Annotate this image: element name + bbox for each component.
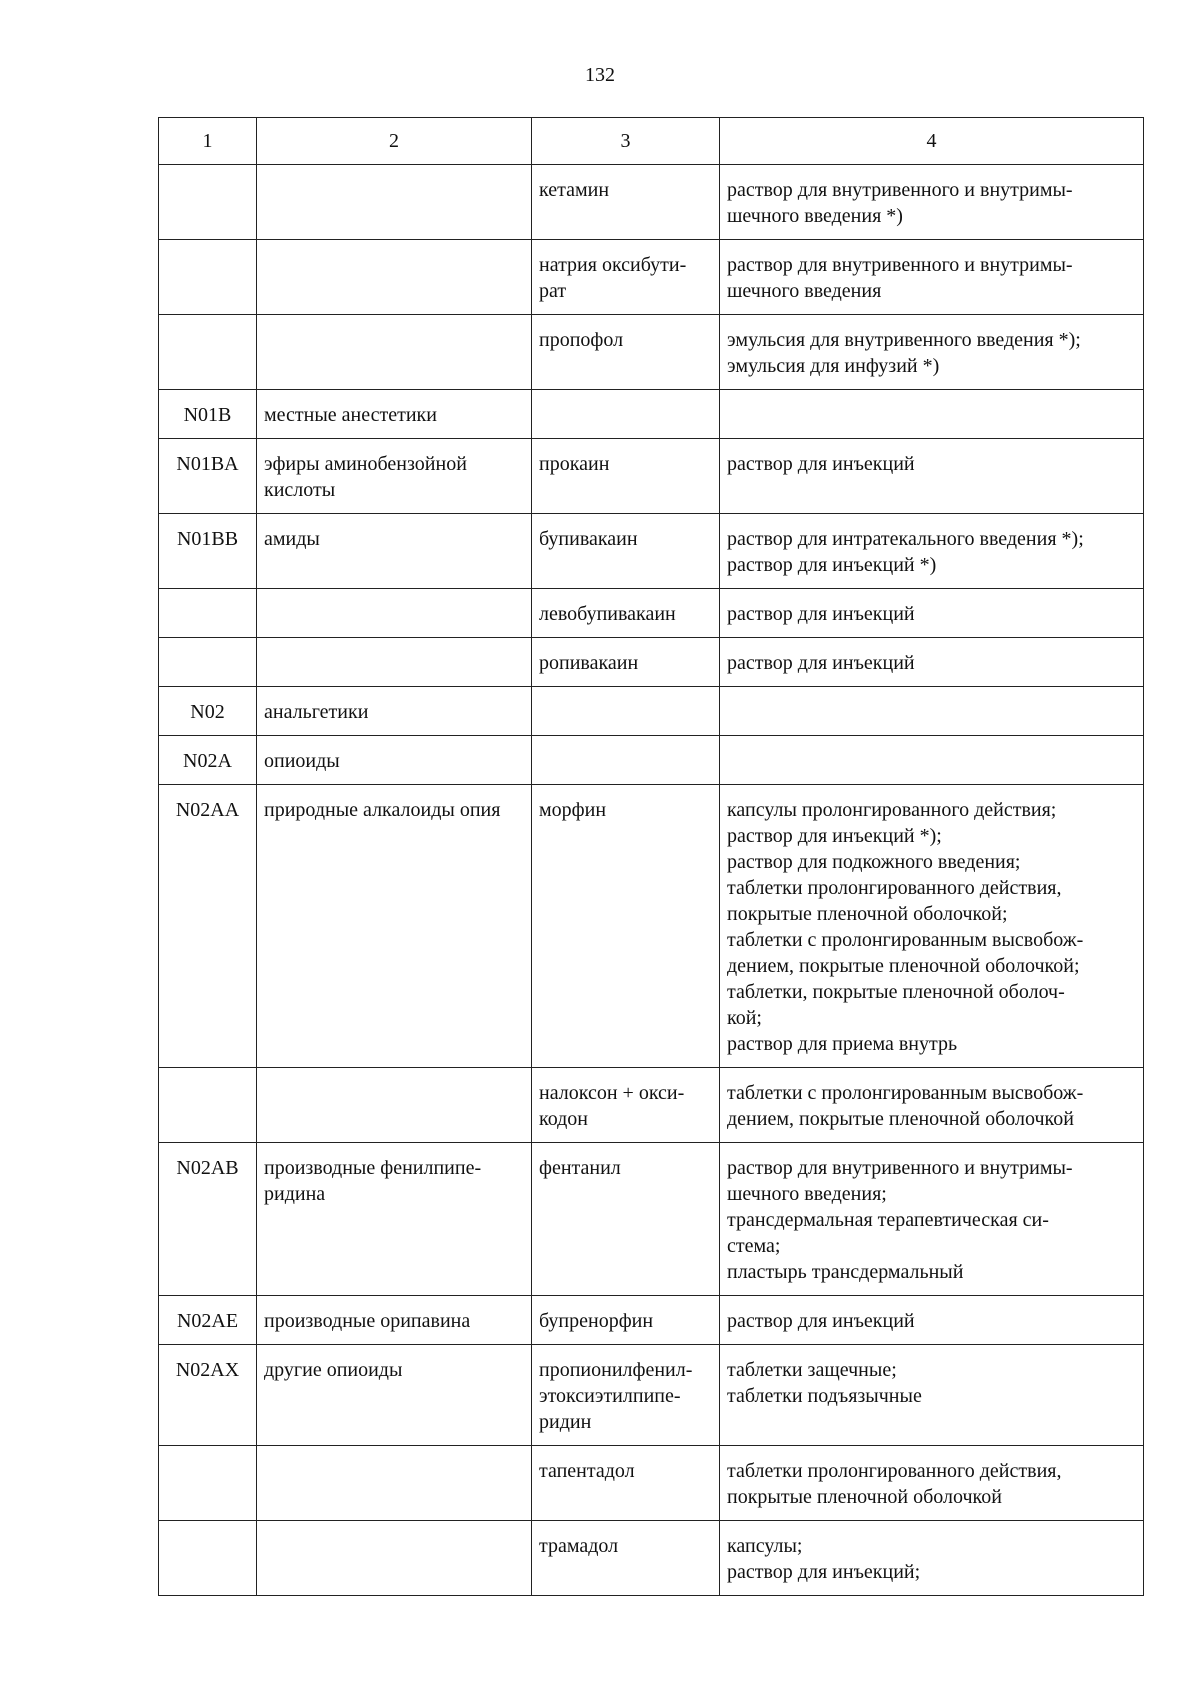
dosage-form-line: раствор для внутривенного и внутримы-: [727, 254, 1073, 276]
group-name-cell: производные орипавина: [257, 1296, 532, 1345]
atc-code-cell: N02AE: [159, 1296, 257, 1345]
dosage-form-line: капсулы пролонгированного действия;: [727, 799, 1057, 821]
group-name-cell: [257, 165, 532, 240]
drug-name-cell: кетамин: [532, 165, 720, 240]
dosage-forms-cell: [720, 439, 1144, 514]
table-body: [159, 165, 1144, 1596]
table-row: [159, 315, 1144, 390]
dosage-forms-cell: [720, 687, 1144, 736]
atc-code-cell: N02AX: [159, 1345, 257, 1446]
dosage-forms-cell: [720, 638, 1144, 687]
header-cell-2: 2: [257, 118, 532, 165]
table-row: [159, 589, 1144, 638]
group-name-cell: эфиры аминобензойной кислоты: [257, 439, 532, 514]
dosage-form-line: раствор для подкожного введения;: [727, 851, 1021, 873]
table-row: [159, 240, 1144, 315]
drug-name-cell: трамадол: [532, 1521, 720, 1596]
dosage-form-line: эмульсия для внутривенного введения *);: [727, 329, 1081, 351]
dosage-form-line: таблетки с пролонгированным высвобож-: [727, 1082, 1084, 1104]
table-row: [159, 1521, 1144, 1596]
atc-code-cell: [159, 1446, 257, 1521]
dosage-form-line: таблетки защечные;: [727, 1359, 897, 1381]
dosage-forms-cell: [720, 1345, 1144, 1446]
dosage-forms-cell: [720, 785, 1144, 1068]
table-row: [159, 1143, 1144, 1296]
table-row: [159, 390, 1144, 439]
group-name-cell: [257, 589, 532, 638]
group-name-cell: другие опиоиды: [257, 1345, 532, 1446]
group-name-cell: производные фенилпипе-ридина: [257, 1143, 532, 1296]
dosage-form-line: шечного введения *): [727, 205, 903, 227]
dosage-form-line: раствор для внутривенного и внутримы-: [727, 179, 1073, 201]
dosage-forms-cell: [720, 514, 1144, 589]
dosage-form-line: дением, покрытые пленочной оболочкой: [727, 1108, 1074, 1130]
dosage-forms-cell: [720, 165, 1144, 240]
group-name-cell: [257, 1521, 532, 1596]
atc-code-cell: [159, 589, 257, 638]
dosage-form-line: раствор для инъекций *): [727, 554, 937, 576]
dosage-form-line: таблетки, покрытые пленочной оболоч-: [727, 981, 1065, 1003]
atc-code-cell: N02: [159, 687, 257, 736]
dosage-form-line: раствор для интратекального введения *);: [727, 528, 1084, 550]
group-name-cell: [257, 315, 532, 390]
group-name-cell: анальгетики: [257, 687, 532, 736]
dosage-form-line: раствор для инъекций: [727, 1310, 915, 1332]
dosage-form-line: таблетки пролонгированного действия,: [727, 1460, 1062, 1482]
drug-name-cell: бупренорфин: [532, 1296, 720, 1345]
dosage-forms-cell: [720, 589, 1144, 638]
dosage-form-line: шечного введения: [727, 280, 882, 302]
dosage-form-line: таблетки подъязычные: [727, 1385, 922, 1407]
drug-name-cell: левобупивакаин: [532, 589, 720, 638]
dosage-forms-cell: [720, 315, 1144, 390]
header-cell-4: 4: [720, 118, 1144, 165]
drug-name-cell: [532, 736, 720, 785]
drug-name-cell: пропионилфенил-этоксиэтилпипе-ридин: [532, 1345, 720, 1446]
table-row: [159, 1446, 1144, 1521]
atc-code-cell: N02A: [159, 736, 257, 785]
group-name-cell: природные алкалоиды опия: [257, 785, 532, 1068]
dosage-forms-cell: [720, 1068, 1144, 1143]
atc-code-cell: [159, 1068, 257, 1143]
group-name-cell: [257, 638, 532, 687]
dosage-form-line: раствор для приема внутрь: [727, 1033, 958, 1055]
dosage-form-line: раствор для инъекций: [727, 453, 915, 475]
dosage-forms-cell: [720, 1143, 1144, 1296]
drug-name-cell: морфин: [532, 785, 720, 1068]
drug-name-cell: натрия оксибути-рат: [532, 240, 720, 315]
drug-name-cell: тапентадол: [532, 1446, 720, 1521]
atc-code-cell: [159, 1521, 257, 1596]
header-cell-3: 3: [532, 118, 720, 165]
table-row: [159, 1345, 1144, 1446]
group-name-cell: [257, 1068, 532, 1143]
dosage-form-line: раствор для инъекций: [727, 603, 915, 625]
atc-code-cell: [159, 638, 257, 687]
table-row: [159, 736, 1144, 785]
dosage-form-line: шечного введения;: [727, 1183, 887, 1205]
dosage-form-line: таблетки пролонгированного действия,: [727, 877, 1062, 899]
dosage-form-line: покрытые пленочной оболочкой: [727, 1486, 1002, 1508]
header-row: [159, 118, 1144, 165]
dosage-form-line: кой;: [727, 1007, 762, 1029]
atc-code-cell: N01BB: [159, 514, 257, 589]
drug-name-cell: ропивакаин: [532, 638, 720, 687]
dosage-form-line: стема;: [727, 1235, 781, 1257]
atc-code-cell: N01BA: [159, 439, 257, 514]
dosage-form-line: дением, покрытые пленочной оболочкой;: [727, 955, 1080, 977]
dosage-form-line: пластырь трансдермальный: [727, 1261, 964, 1283]
group-name-cell: опиоиды: [257, 736, 532, 785]
drug-name-cell: пропофол: [532, 315, 720, 390]
drug-name-cell: налоксон + окси-кодон: [532, 1068, 720, 1143]
dosage-form-line: раствор для внутривенного и внутримы-: [727, 1157, 1073, 1179]
dosage-form-line: раствор для инъекций *);: [727, 825, 942, 847]
dosage-forms-cell: [720, 1446, 1144, 1521]
dosage-form-line: капсулы;: [727, 1535, 803, 1557]
table-row: [159, 514, 1144, 589]
group-name-cell: [257, 1446, 532, 1521]
dosage-forms-cell: [720, 1521, 1144, 1596]
atc-code-cell: [159, 315, 257, 390]
table-row: [159, 638, 1144, 687]
table-row: [159, 165, 1144, 240]
dosage-form-line: раствор для инъекций;: [727, 1561, 921, 1583]
atc-code-cell: [159, 240, 257, 315]
table-row: [159, 1068, 1144, 1143]
dosage-forms-cell: [720, 240, 1144, 315]
group-name-cell: [257, 240, 532, 315]
drug-table: [158, 117, 1144, 1596]
atc-code-cell: [159, 165, 257, 240]
page-number: 132: [585, 64, 615, 86]
dosage-forms-cell: [720, 390, 1144, 439]
dosage-form-line: трансдермальная терапевтическая си-: [727, 1209, 1049, 1231]
table-row: [159, 785, 1144, 1068]
dosage-form-line: эмульсия для инфузий *): [727, 355, 940, 377]
table-row: [159, 687, 1144, 736]
drug-name-cell: фентанил: [532, 1143, 720, 1296]
atc-code-cell: N02AA: [159, 785, 257, 1068]
group-name-cell: амиды: [257, 514, 532, 589]
drug-name-cell: [532, 390, 720, 439]
drug-name-cell: бупивакаин: [532, 514, 720, 589]
atc-code-cell: N02AB: [159, 1143, 257, 1296]
dosage-forms-cell: [720, 1296, 1144, 1345]
dosage-form-line: раствор для инъекций: [727, 652, 915, 674]
table-row: [159, 1296, 1144, 1345]
dosage-form-line: таблетки с пролонгированным высвобож-: [727, 929, 1084, 951]
dosage-forms-cell: [720, 736, 1144, 785]
group-name-cell: местные анестетики: [257, 390, 532, 439]
drug-name-cell: [532, 687, 720, 736]
dosage-form-line: покрытые пленочной оболочкой;: [727, 903, 1008, 925]
drug-name-cell: прокаин: [532, 439, 720, 514]
atc-code-cell: N01B: [159, 390, 257, 439]
header-cell-1: 1: [159, 118, 257, 165]
table-row: [159, 439, 1144, 514]
